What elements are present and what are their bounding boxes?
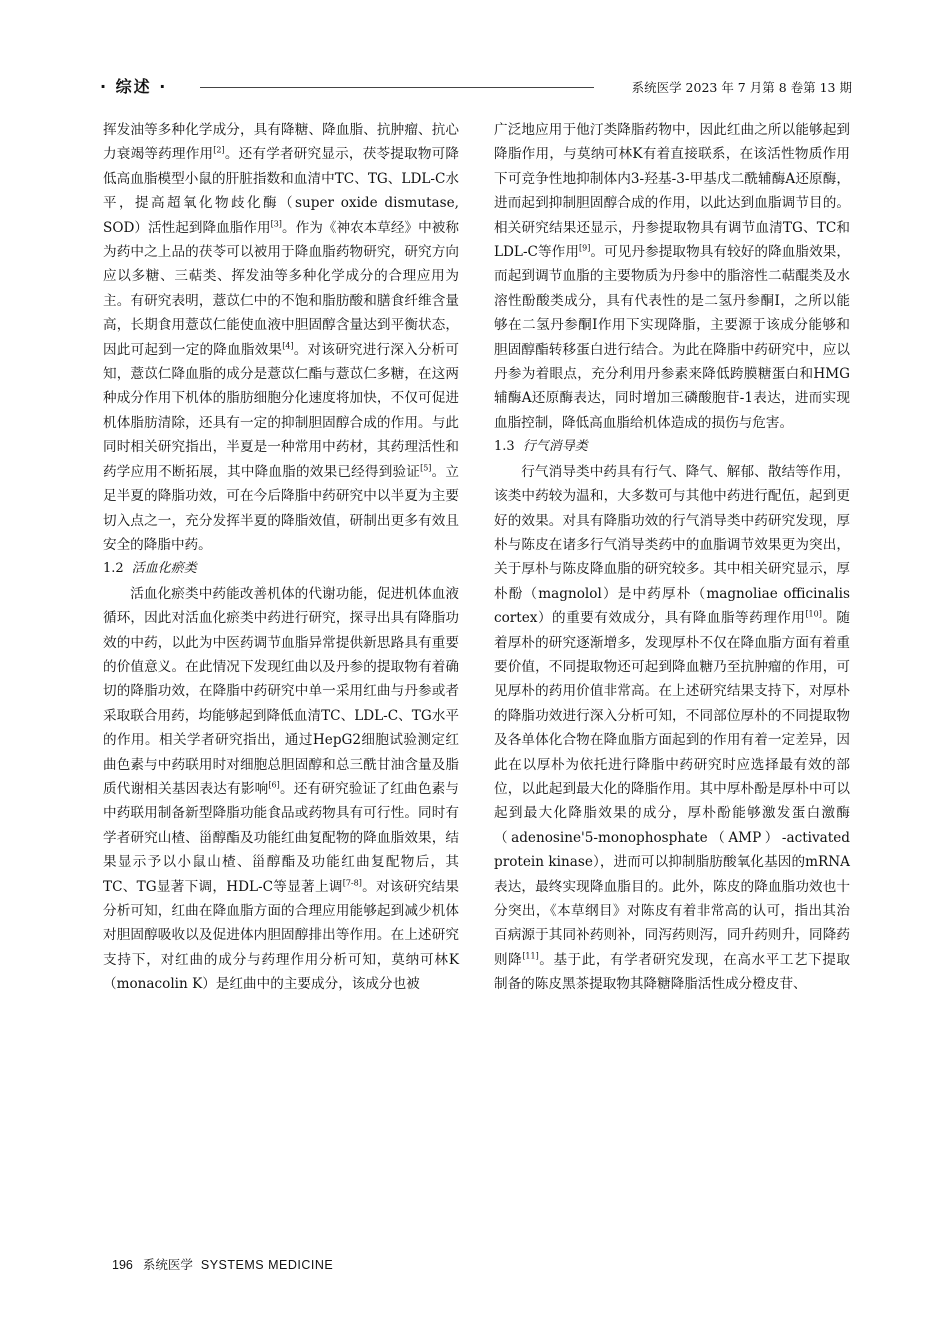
citation: [3] [270,219,282,229]
journal-name-en: SYSTEMS MEDICINE [200,1258,334,1272]
journal-name-cn: 系统医学 [142,1257,193,1272]
citation: [4] [282,341,294,351]
citation: [9] [579,243,591,253]
running-header [100,76,852,100]
citation: [5] [420,463,432,473]
citation: [11] [522,951,539,961]
section-heading-1-2: 1.2 活血化瘀类 [103,561,197,577]
journal-issue: 系统医学 2023 年 7 月第 8 卷第 13 期 [631,80,852,95]
citation: [2] [213,145,225,155]
right-column [494,118,850,997]
citation: [7-8] [342,878,362,888]
section-heading-1-3: 1.3 行气消导类 [494,439,588,455]
paragraph: 广泛地应用于他汀类降脂药物中，因此红曲之所以能够起到降脂作用，与莫纳可林K有着直接联系，在该活性物质作用下可竞争性地抑制体内3-羟基-3-甲基戊二酰辅酶A还原酶，进而起到抑制胆固醇合成的作用，以此达到血脂调节目的。相关研究结果还显示，丹参提取物具有调节血清TG、TC和LDL-C等作用[9]。可见丹参提取物具有较好的降血脂效果，而起到调节血脂的主要物质为丹参中的脂溶性二萜醌类及水溶性酚酸类成分，具有代表性的是二氢丹参酮I，之所以能够在二氢丹参酮I作用下实现降脂，主要源于该成分能够和胆固醇酯转移蛋白进行结合。为此在降脂中药研究中，应以丹参为着眼点，充分利用丹参素来降低跨膜糖蛋白和HMG辅酶A还原酶表达，同时增加三磷酸胞苷-1表达，进而实现血脂控制，降低高血脂给机体造成的损伤与危害。 [494,122,850,431]
paragraph: 活血化瘀类中药能改善机体的代谢功能，促进机体血液循环，因此对活血化瘀类中药进行研究，探寻出具有降脂功效的中药，以此为中医药调节血脂异常提供新思路具有重要的价值意义。在此情况下发现红曲以及丹参的提取物有着确切的降脂功效，在降脂中药研究中单一采用红曲与丹参或者采取联合用药，均能够起到降低血清TC、LDL-C、TG水平的作用。相关学者研究指出，通过HepG2细胞试验测定红曲色素与中药联用时对细胞总胆固醇和总三酰甘油含量及脂质代谢相关基因表达有影响[6]。还有研究验证了红曲色素与中药联用制备新型降脂功能食品或药物具有可行性。同时有学者研究山楂、甾醇酯及功能红曲复配物的降血脂效果，结果显示予以小鼠山楂、甾醇酯及功能红曲复配物后，其TC、TG显著下调，HDL-C等显著上调[7-8]。对该研究结果分析可知，红曲在降血脂方面的合理应用能够起到减少机体对胆固醇吸收以及促进体内胆固醇排出等作用。在上述研究支持下，对红曲的成分与药理作用分析可知，莫纳可林K（monacolin K）是红曲中的主要成分，该成分也被 [103,585,460,993]
page-footer [112,1256,333,1274]
citation: [6] [268,780,280,790]
header-rule [200,87,594,88]
citation: [10] [805,609,822,619]
left-column [103,118,459,997]
paragraph: 挥发油等多种化学成分，具有降糖、降血脂、抗肿瘤、抗心力衰竭等药理作用[2]。还有学者研究显示，茯苓提取物可降低高血脂模型小鼠的肝脏指数和血清中TC、TG、LDL-C水平，提高超氧化物歧化酶（super oxide dismutase, SOD）活性起到降血脂作用[3]。作为《神农本草经》中被称为药中之上品的茯苓可以被用于降血脂药物研究，研究方向应以多糖、三萜类、挥发油等多种化学成分的合理应用为主。有研究表明，薏苡仁中的不饱和脂肪酸和膳食纤维含量高，长期食用薏苡仁能使血液中胆固醇含量达到平衡状态，因此可起到一定的降血脂效果[4]。对该研究进行深入分析可知，薏苡仁降血脂的成分是薏苡仁酯与薏苡仁多糖，在这两种成分作用下机体的脂肪细胞分化速度将加快，不仅可促进机体脂肪清除，还具有一定的抑制胆固醇合成的作用。与此同时相关研究指出，半夏是一种常用中药材，其药理活性和药学应用不断拓展，其中降血脂的效果已经得到验证[5]。立足半夏的降脂功效，可在今后降脂中药研究中以半夏为主要切入点之一，充分发挥半夏的降脂效值，研制出更多有效且安全的降脂中药。 [103,122,460,553]
paragraph: 行气消导类中药具有行气、降气、解郁、散结等作用，该类中药较为温和，大多数可与其他中药进行配伍，起到更好的效果。对具有降脂功效的行气消导类中药研究发现，厚朴与陈皮在诸多行气消导类药中的血脂调节效果更为突出，关于厚朴与陈皮降血脂的研究较多。其中相关研究显示，厚朴酚（magnolol）是中药厚朴（magnoliae officinalis cortex）的重要有效成分，具有降血脂等药理作用[10]。随着厚朴的研究逐渐增多，发现厚朴不仅在降血脂方面有着重要价值，不同提取物还可起到降血糖乃至抗肿瘤的作用，可见厚朴的药用价值非常高。在上述研究结果支持下，对厚朴的降脂功效进行深入分析可知，不同部位厚朴的不同提取物及各单体化合物在降血脂方面起到的作用有着一定差异，因此在以厚朴为依托进行降脂中药研究时应选择最有效的部位，以此起到最大化的降脂作用。其中厚朴酚是厚朴中可以起到最大化降脂效果的成分，厚朴酚能够激发蛋白激酶（adenosine'5-monophosphate（AMP）-activated protein kinase），进而可以抑制脂肪酸氧化基因的mRNA表达，最终实现降血脂目的。此外，陈皮的降血脂功效也十分突出，《本草纲目》对陈皮有着非常高的认可，指出其治百病源于其同补药则补，同泻药则泻，同升药则升，同降药则降[11]。基于此，有学者研究发现，在高水平工艺下提取制备的陈皮黑茶提取物其降糖降脂活性成分橙皮苷、 [494,463,851,993]
page-number: 196 [112,1258,133,1272]
section-tag: · 综述 · [100,77,168,96]
